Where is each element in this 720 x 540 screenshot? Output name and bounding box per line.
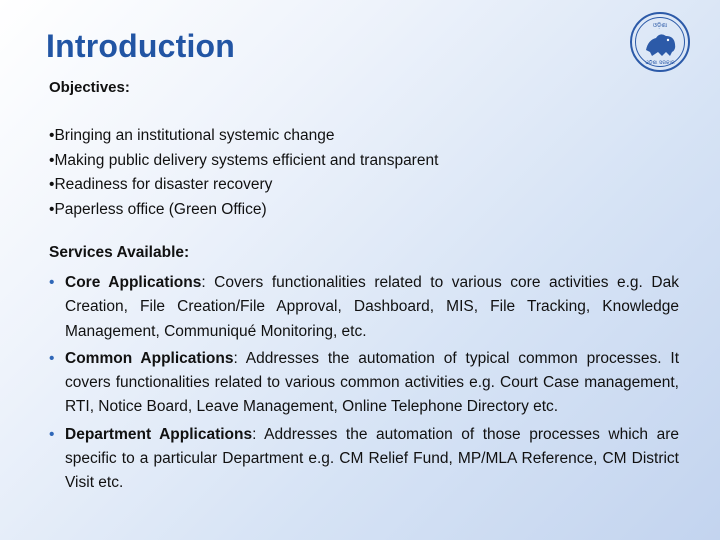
objectives-list [49,124,438,223]
objective-text: Bringing an institutional systemic change [54,127,335,144]
slide-title: Introduction [46,28,236,64]
objective-item [49,149,438,174]
service-description: : Covers functionalities related to various core activities e.g. Dak Creation, File Creation/File Approval, Dashboard, MIS, File Tracking, Knowledge Management, Communiqué Monitoring, etc. [65,274,679,340]
service-item-common [49,347,679,420]
objective-text: Paperless office (Green Office) [54,201,267,219]
bullet: • [49,274,55,291]
service-name: Department Applications [65,425,253,443]
emblem-text-bottom: ଓଡ଼ିଶା ସରକାର [645,60,675,66]
bullet: • [49,151,55,169]
service-description: : Addresses the automation of typical common processes. It covers functionalities related to various common activities e.g. Court Case management, RTI, Notice Board, Leave Management, Online Telephone Directory etc. [65,349,680,416]
services-heading: Services Available: [49,244,190,261]
objective-item [49,198,438,223]
services-list [49,271,679,499]
odisha-govt-emblem-icon [628,10,692,74]
bullet: • [49,201,55,219]
objective-item [49,124,438,149]
service-name: Common Applications [65,349,234,367]
bullet: • [49,349,55,367]
objective-item [49,173,438,198]
service-item-department [49,423,679,496]
bullet: • [49,127,55,144]
objectives-heading: Objectives: [49,79,130,96]
bullet: • [49,425,55,443]
bullet: • [49,176,55,194]
emblem-text-top: ଓଡ଼ିଶା [652,22,668,29]
service-name: Core Applications [65,274,202,291]
objective-text: Readiness for disaster recovery [54,176,273,194]
objective-text: Making public delivery systems efficient and transparent [54,151,439,169]
service-item-core [49,271,679,344]
service-description: : Addresses the automation of those processes which are specific to a particular Department e.g. CM Relief Fund, MP/MLA Reference, CM District Visit etc. [65,425,679,492]
